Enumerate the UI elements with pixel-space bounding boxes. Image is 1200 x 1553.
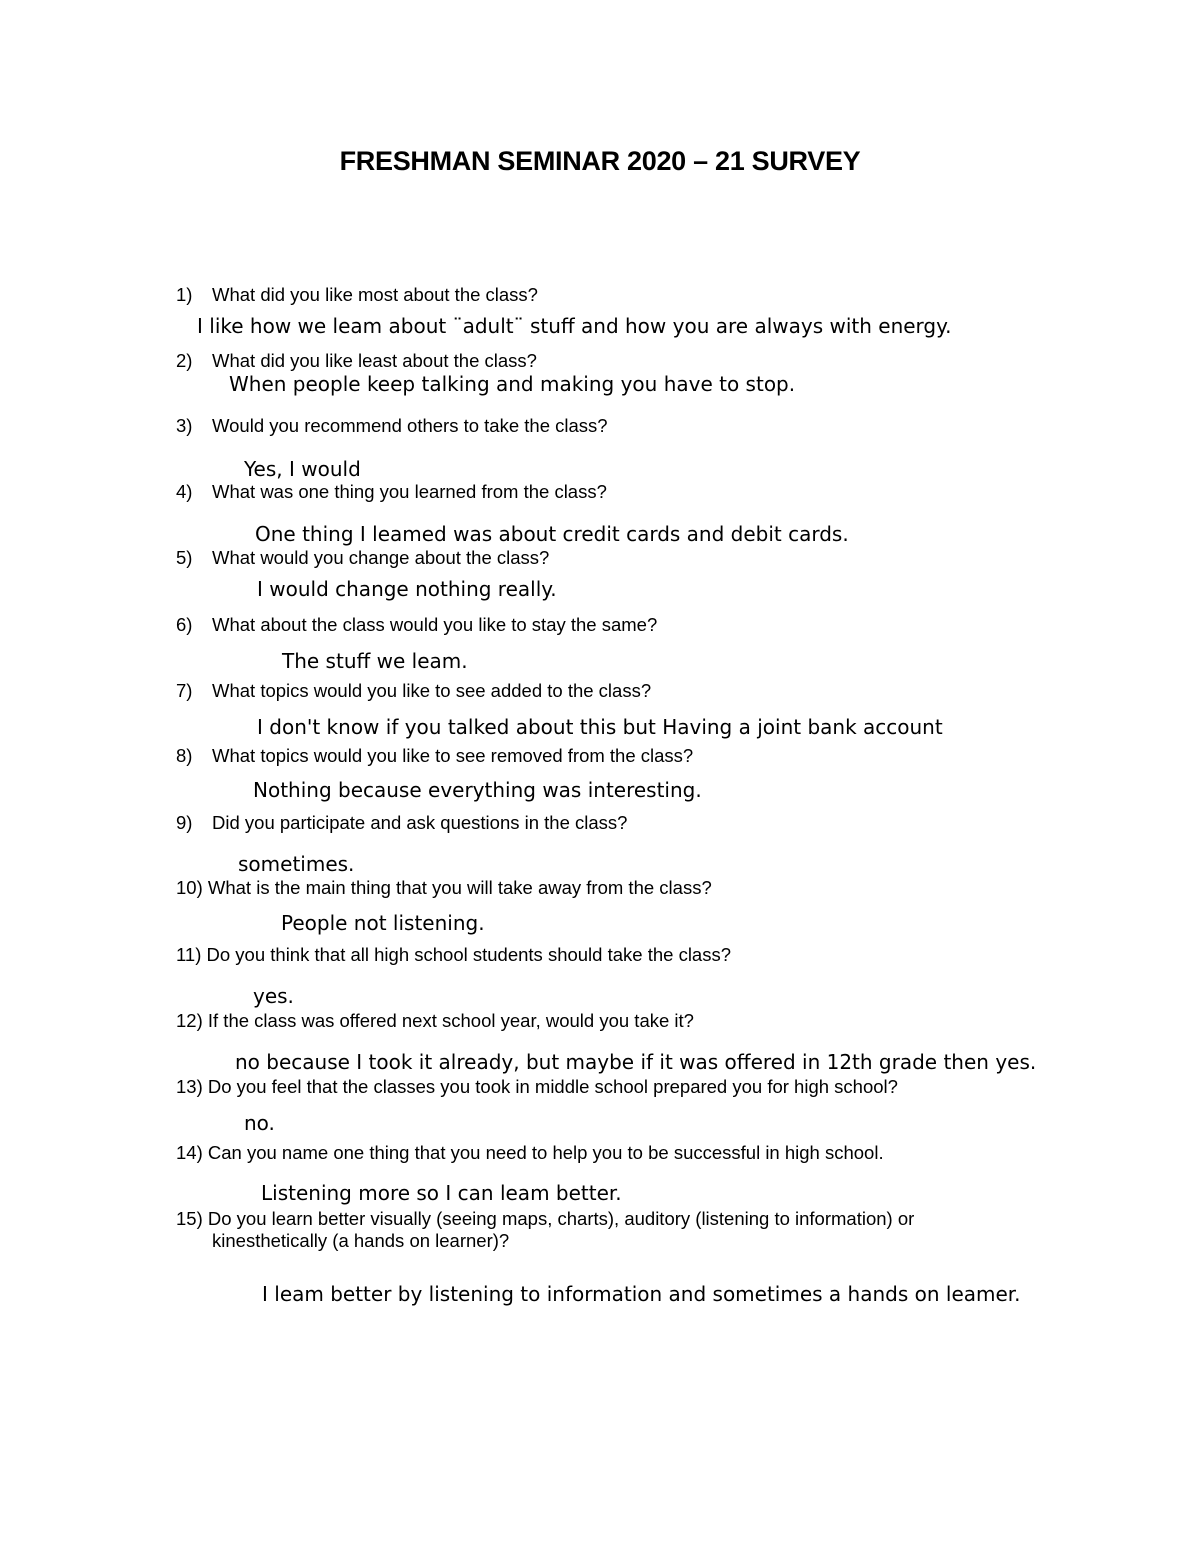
question-13 [176, 1076, 898, 1098]
question-12 [176, 1010, 694, 1032]
question-text: What topics would you like to see removed from the class? [212, 745, 694, 766]
question-number: 15) [176, 1208, 203, 1229]
question-text-continued: kinesthetically (a hands on learner)? [212, 1230, 510, 1251]
question-text: What was one thing you learned from the class? [212, 481, 607, 502]
question-text: Do you learn better visually (seeing maps, charts), auditory (listening to information) or [207, 1208, 915, 1229]
answer-6: The stuff we leam. [282, 649, 468, 673]
question-number: 1) [176, 284, 193, 305]
question-10 [176, 877, 712, 899]
question-number: 10) [176, 877, 203, 898]
answer-15: I leam better by listening to information and sometimes a hands on leamer. [262, 1282, 1021, 1306]
question-number: 6) [176, 614, 193, 635]
question-9 [176, 812, 627, 834]
question-text: Do you feel that the classes you took in middle school prepared you for high school? [207, 1076, 898, 1097]
question-text: What is the main thing that you will take away from the class? [207, 877, 712, 898]
answer-2: When people keep talking and making you have to stop. [229, 372, 796, 396]
question-number: 12) [176, 1010, 203, 1031]
question-14 [176, 1142, 884, 1164]
answer-9: sometimes. [238, 852, 355, 876]
page-title: FRESHMAN SEMINAR 2020 – 21 SURVEY [339, 146, 861, 176]
question-text: What did you like least about the class? [212, 350, 537, 371]
question-text: What topics would you like to see added to the class? [212, 680, 652, 701]
answer-4: One thing I leamed was about credit cards and debit cards. [255, 522, 849, 546]
question-number: 2) [176, 350, 193, 371]
answer-7: I don't know if you talked about this but Having a joint bank account [257, 715, 943, 739]
question-15 [176, 1208, 914, 1252]
question-5 [176, 547, 549, 569]
question-number: 14) [176, 1142, 203, 1163]
question-text: If the class was offered next school year, would you take it? [207, 1010, 694, 1031]
answer-13: no. [244, 1111, 275, 1135]
question-text: What did you like most about the class? [212, 284, 538, 305]
question-text: Did you participate and ask questions in the class? [212, 812, 628, 833]
answer-1: I like how we leam about ¨adult¨ stuff and how you are always with energy. [197, 314, 952, 338]
answer-10: People not listening. [281, 911, 485, 935]
question-text: What about the class would you like to stay the same? [212, 614, 658, 635]
answer-3: Yes, I would [244, 457, 361, 481]
question-1 [176, 284, 538, 306]
question-number: 7) [176, 680, 193, 701]
question-text: What would you change about the class? [212, 547, 550, 568]
answer-8: Nothing because everything was interesting. [253, 778, 702, 802]
question-number: 8) [176, 745, 193, 766]
question-8 [176, 745, 693, 767]
question-text: Can you name one thing that you need to help you to be successful in high school. [207, 1142, 884, 1163]
question-number: 9) [176, 812, 193, 833]
question-number: 5) [176, 547, 193, 568]
question-6 [176, 614, 657, 636]
answer-14: Listening more so I can leam better. [261, 1181, 622, 1205]
question-number: 4) [176, 481, 193, 502]
question-3 [176, 415, 608, 437]
question-11 [176, 944, 731, 966]
question-7 [176, 680, 651, 702]
question-text: Do you think that all high school students should take the class? [206, 944, 732, 965]
question-text: Would you recommend others to take the class? [212, 415, 608, 436]
question-4 [176, 481, 607, 503]
answer-12: no because I took it already, but maybe if it was offered in 12th grade then yes. [235, 1050, 1037, 1074]
answer-5: I would change nothing really. [257, 577, 557, 601]
question-number: 11) [176, 944, 202, 965]
question-number: 3) [176, 415, 193, 436]
question-2 [176, 350, 537, 372]
question-number: 13) [176, 1076, 203, 1097]
answer-11: yes. [253, 984, 294, 1008]
